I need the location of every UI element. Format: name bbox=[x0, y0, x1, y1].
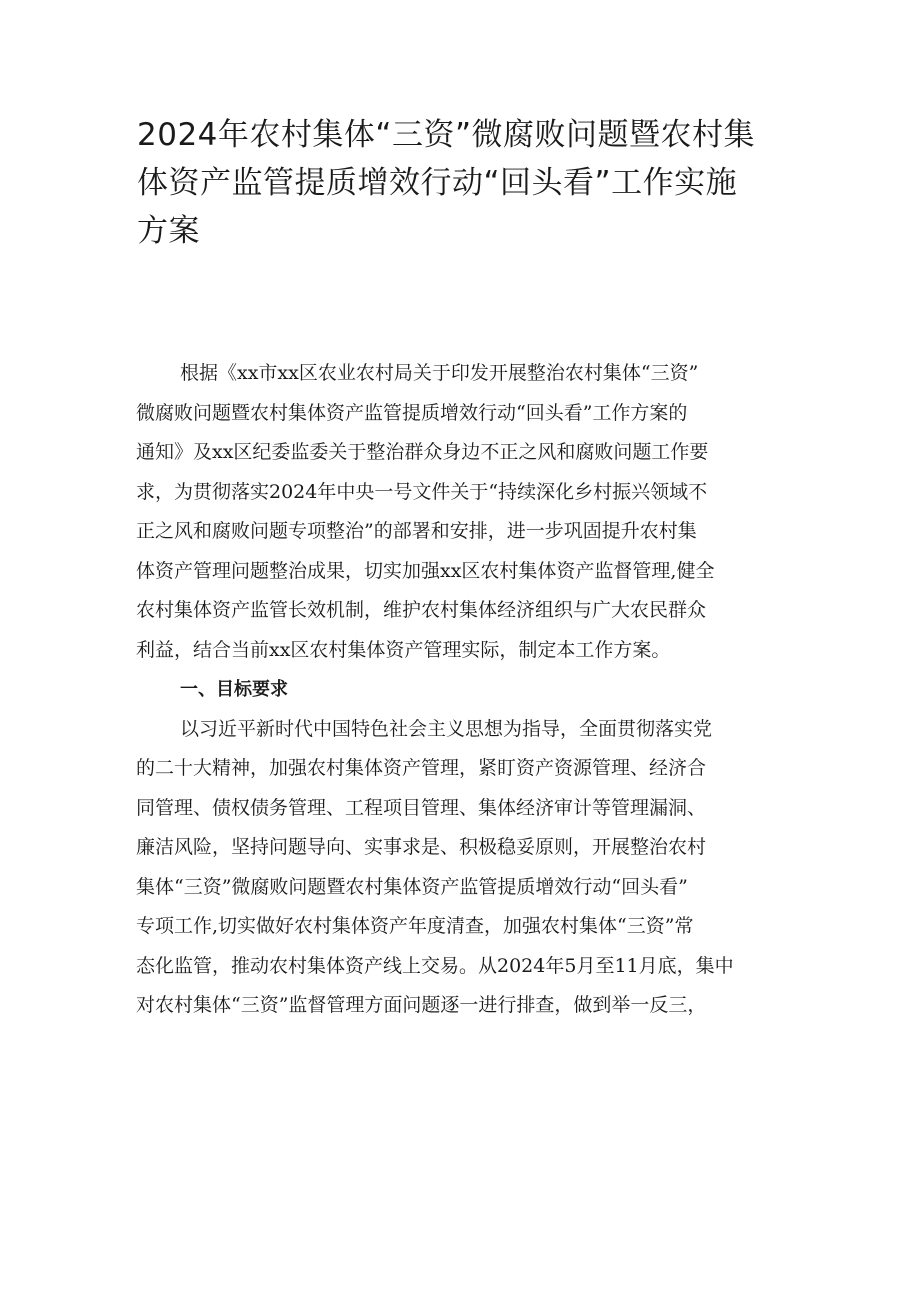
paragraph-line: 的二十大精神，加强农村集体资产管理，紧盯资产资源管理、经济合 bbox=[136, 757, 707, 779]
paragraph-line: 以习近平新时代中国特色社会主义思想为指导，全面贯彻落实党 bbox=[180, 717, 713, 740]
paragraph-line: 态化监管，推动农村集体资产线上交易。从2024年5月至11月底，集中 bbox=[136, 954, 734, 977]
paragraph-line: 体资产管理问题整治成果，切实加强xx区农村集体资产监督管理,健全 bbox=[136, 559, 715, 582]
paragraph-line: 通知》及xx区纪委监委关于整治群众身边不正之风和腐败问题工作要 bbox=[136, 441, 709, 463]
paragraph-line: 利益，结合当前xx区农村集体资产管理实际，制定本工作方案。 bbox=[136, 638, 671, 661]
paragraph-line: 廉洁风险，坚持问题导向、实事求是、积极稳妥原则，开展整治农村 bbox=[136, 836, 707, 858]
title-line: 方案 bbox=[137, 213, 200, 249]
title-line: 2024年农村集体“三资”微腐败问题暨农村集 bbox=[137, 117, 756, 153]
paragraph-line: 集体“三资”微腐败问题暨农村集体资产监管提质增效行动“回头看” bbox=[136, 875, 688, 898]
paragraph-line: 同管理、债权债务管理、工程项目管理、集体经济审计等管理漏洞、 bbox=[136, 796, 707, 819]
paragraph-line: 对农村集体“三资”监督管理方面问题逐一进行排查，做到举一反三， bbox=[136, 994, 707, 1016]
section-heading: 一、目标要求 bbox=[180, 679, 288, 700]
paragraph-line: 微腐败问题暨农村集体资产监管提质增效行动“回头看”工作方案的 bbox=[136, 401, 688, 424]
paragraph-line: 正之风和腐败问题专项整治”的部署和安排，进一步巩固提升农村集 bbox=[136, 520, 697, 542]
document-body bbox=[136, 354, 796, 1026]
paragraph-line: 根据《xx市xx区农业农村局关于印发开展整治农村集体“三资” bbox=[180, 362, 699, 384]
paragraph-line: 农村集体资产监管长效机制，维护农村集体经济组织与广大农民群众 bbox=[136, 599, 707, 621]
paragraph-line: 专项工作,切实做好农村集体资产年度清查，加强农村集体“三资”常 bbox=[136, 915, 694, 937]
paragraph-line: 求，为贯彻落实2024年中央一号文件关于“持续深化乡村振兴领域不 bbox=[136, 480, 708, 503]
document-title bbox=[137, 111, 817, 255]
title-line: 体资产监管提质增效行动“回头看”工作实施 bbox=[137, 165, 738, 201]
